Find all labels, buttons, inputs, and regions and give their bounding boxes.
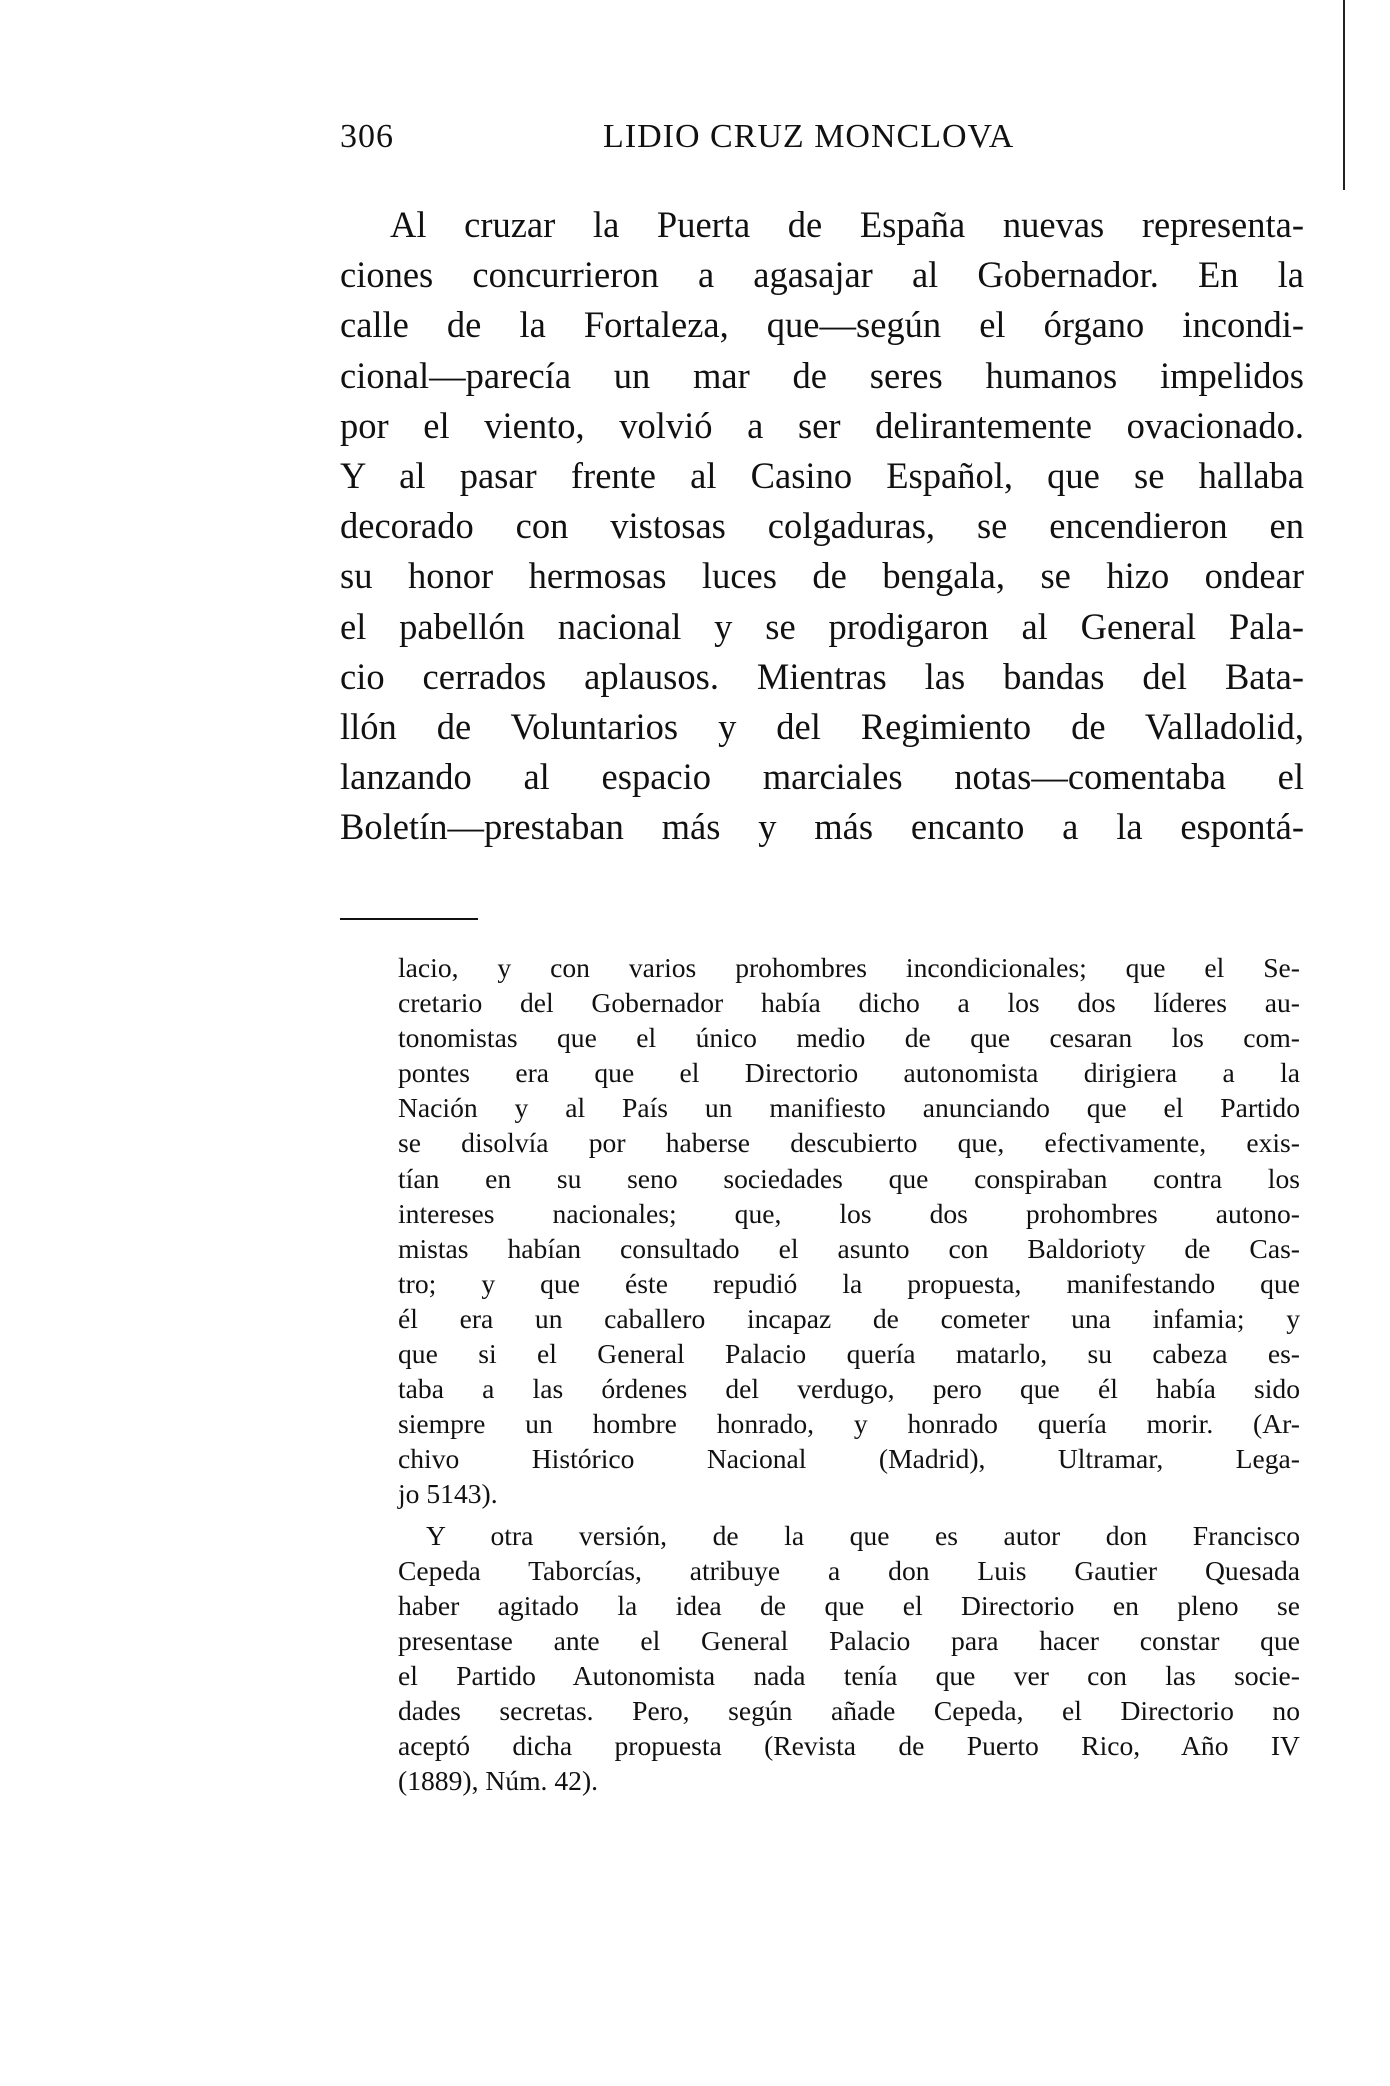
footnote-line: (1889), Núm. 42). xyxy=(398,1765,599,1797)
footnote-line: Y otra versión, de la que es autor don Francisco xyxy=(426,1519,1300,1551)
page-number: 306 xyxy=(340,118,394,155)
text-line: lanzando al espacio marciales notas—comentaba el xyxy=(340,756,1304,798)
footnote-line: tro; y que éste repudió la propuesta, manifestando que xyxy=(398,1267,1300,1299)
footnote-line: Nación y al País un manifiesto anunciando que el Partido xyxy=(398,1092,1300,1124)
text-line: Y al pasar frente al Casino Español, que se hallaba xyxy=(340,454,1304,496)
footnote-line: chivo Histórico Nacional (Madrid), Ultramar, Lega- xyxy=(398,1443,1300,1475)
footnote-line: haber agitado la idea de que el Directorio en pleno se xyxy=(398,1589,1300,1621)
footnote-line: él era un caballero incapaz de cometer una infamia; y xyxy=(398,1302,1300,1334)
running-title: LIDIO CRUZ MONCLOVA xyxy=(603,118,1015,155)
footnote-line: lacio, y con varios prohombres incondicionales; que el Se- xyxy=(398,952,1300,983)
footnote-separator xyxy=(340,918,478,920)
footnote-line: jo 5143). xyxy=(398,1478,498,1510)
text-line: el pabellón nacional y se prodigaron al General Pala- xyxy=(340,605,1304,647)
text-line: calle de la Fortaleza, que—según el órgano incondi- xyxy=(340,304,1304,346)
footnote-line: tonomistas que el único medio de que cesaran los com- xyxy=(398,1022,1300,1054)
text-line: cio cerrados aplausos. Mientras las bandas del Bata- xyxy=(340,655,1304,697)
text-line: llón de Voluntarios y del Regimiento de Valladolid, xyxy=(340,705,1304,747)
text-line: por el viento, volvió a ser delirantemente ovacionado. xyxy=(340,404,1304,446)
footnote-line: se disolvía por haberse descubierto que, efectivamente, exis- xyxy=(398,1127,1300,1159)
footnote-line: taba a las órdenes del verdugo, pero que él había sido xyxy=(398,1373,1300,1405)
text-line: Boletín—prestaban más y más encanto a la espontá- xyxy=(340,806,1304,848)
footnote-line: presentase ante el General Palacio para hacer constar que xyxy=(398,1624,1300,1656)
footnote-line: cretario del Gobernador había dicho a los dos líderes au- xyxy=(398,987,1300,1019)
footnote-line: mistas habían consultado el asunto con Baldorioty de Cas- xyxy=(398,1232,1300,1264)
footnote-line: el Partido Autonomista nada tenía que ver con las socie- xyxy=(398,1659,1300,1691)
text-line: cional—parecía un mar de seres humanos impelidos xyxy=(340,354,1304,396)
footnotes xyxy=(398,950,1300,1798)
footnote-line: intereses nacionales; que, los dos prohombres autono- xyxy=(398,1197,1300,1229)
footnote-line: que si el General Palacio quería matarlo, su cabeza es- xyxy=(398,1338,1300,1370)
footnote-line: tían en su seno sociedades que conspiraban contra los xyxy=(398,1162,1300,1194)
footnote-line: pontes era que el Directorio autonomista dirigiera a la xyxy=(398,1057,1300,1089)
text-line: ciones concurrieron a agasajar al Gobernador. En la xyxy=(340,254,1304,296)
text-line: Al cruzar la Puerta de España nuevas representa- xyxy=(390,204,1304,245)
page-header xyxy=(340,118,1320,168)
page-edge-line xyxy=(1343,0,1345,190)
text-line: decorado con vistosas colgaduras, se encendieron en xyxy=(340,505,1304,547)
main-text xyxy=(340,200,1304,852)
footnote-line: Cepeda Taborcías, atribuye a don Luis Gautier Quesada xyxy=(398,1554,1300,1586)
footnote-line: dades secretas. Pero, según añade Cepeda, el Directorio no xyxy=(398,1694,1300,1726)
footnote-line: siempre un hombre honrado, y honrado quería morir. (Ar- xyxy=(398,1408,1300,1440)
footnote-line: aceptó dicha propuesta (Revista de Puerto Rico, Año IV xyxy=(398,1730,1300,1762)
text-line: su honor hermosas luces de bengala, se hizo ondear xyxy=(340,555,1304,597)
